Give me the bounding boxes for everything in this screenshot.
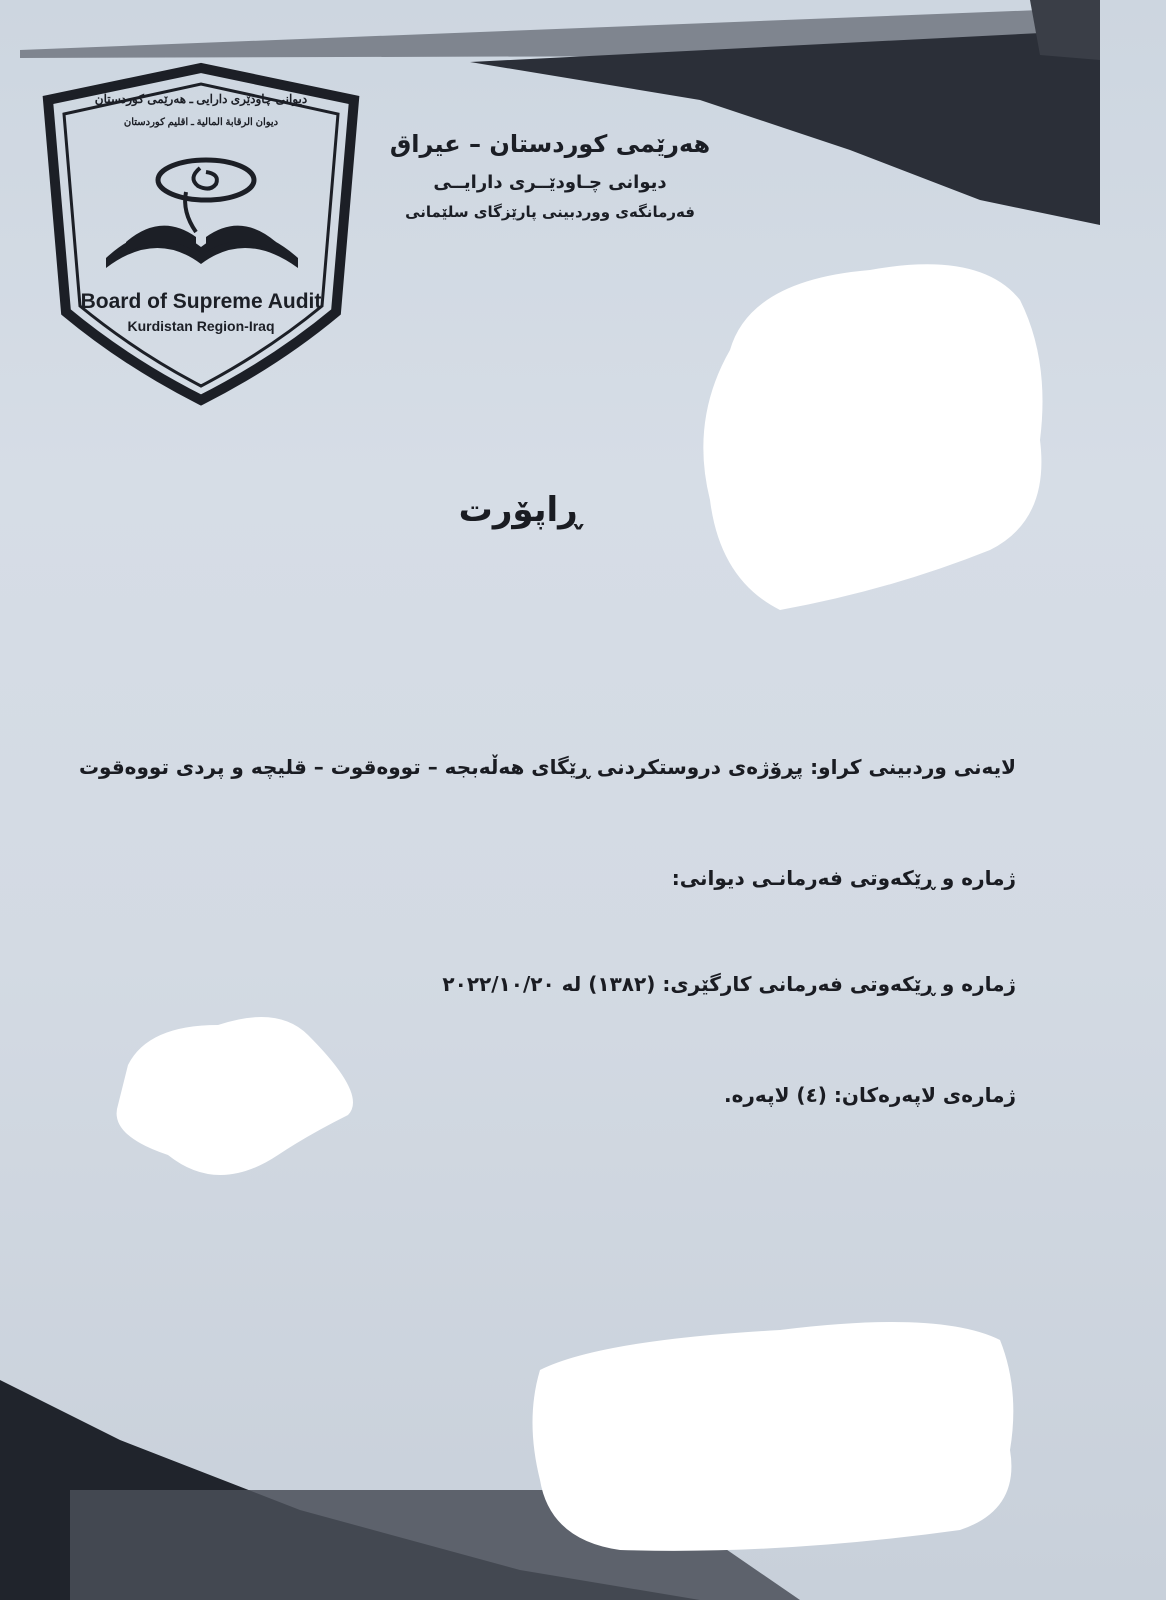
redaction-mark-top [690,240,1110,620]
letterhead-line2: دیوانی چـاودێــری دارایــی [433,172,667,193]
field-page-count [724,1083,1016,1107]
field-admin-order [442,972,1016,996]
shield-emblem-icon [36,62,366,408]
field-label: ژمارە و ڕێکەوتی فەرمانی کارگێری: [662,972,1016,996]
field-board-order [672,866,1016,890]
seal-region-en: Kurdistan Region-Iraq [127,318,275,334]
seal-name-en: Board of Supreme Audit [80,290,322,313]
seal-arc-line1: دیوانی چاودێری دارایی ـ هەرێمی کوردستان [94,92,308,106]
seal-arc-line2: ديوان الرقابة المالية ـ اقليم كوردستان [123,117,279,128]
field-label: لایەنی وردبینی کراو: [810,755,1016,779]
field-label: ژمارەی لاپەرەکان: [833,1083,1016,1107]
field-audited-entity [79,755,1016,779]
audit-board-seal [36,62,366,408]
letterhead-line1: هەرێمی کوردستان – عیراق [389,130,711,158]
redaction-mark-left [108,1005,378,1195]
field-value: (١٣٨٢) لە ٢٠٢٢/١٠/٢٠ [442,972,656,996]
redaction-mark-bottom [520,1310,1030,1560]
letterhead [380,130,720,221]
field-value: (٤) لاپەرە. [724,1083,827,1107]
letterhead-line3: فەرمانگەی ووردبینی پارێزگای سلێمانی [405,203,695,221]
field-label: ژمارە و ڕێکەوتی فەرمانـی دیوانی: [671,866,1016,890]
field-value: پڕۆژەی دروستکردنی ڕێگای هەڵەبجە – تووەقوت – قلیچە و پردی تووەقوت [78,755,804,779]
report-title: ڕاپۆرت [458,490,582,530]
